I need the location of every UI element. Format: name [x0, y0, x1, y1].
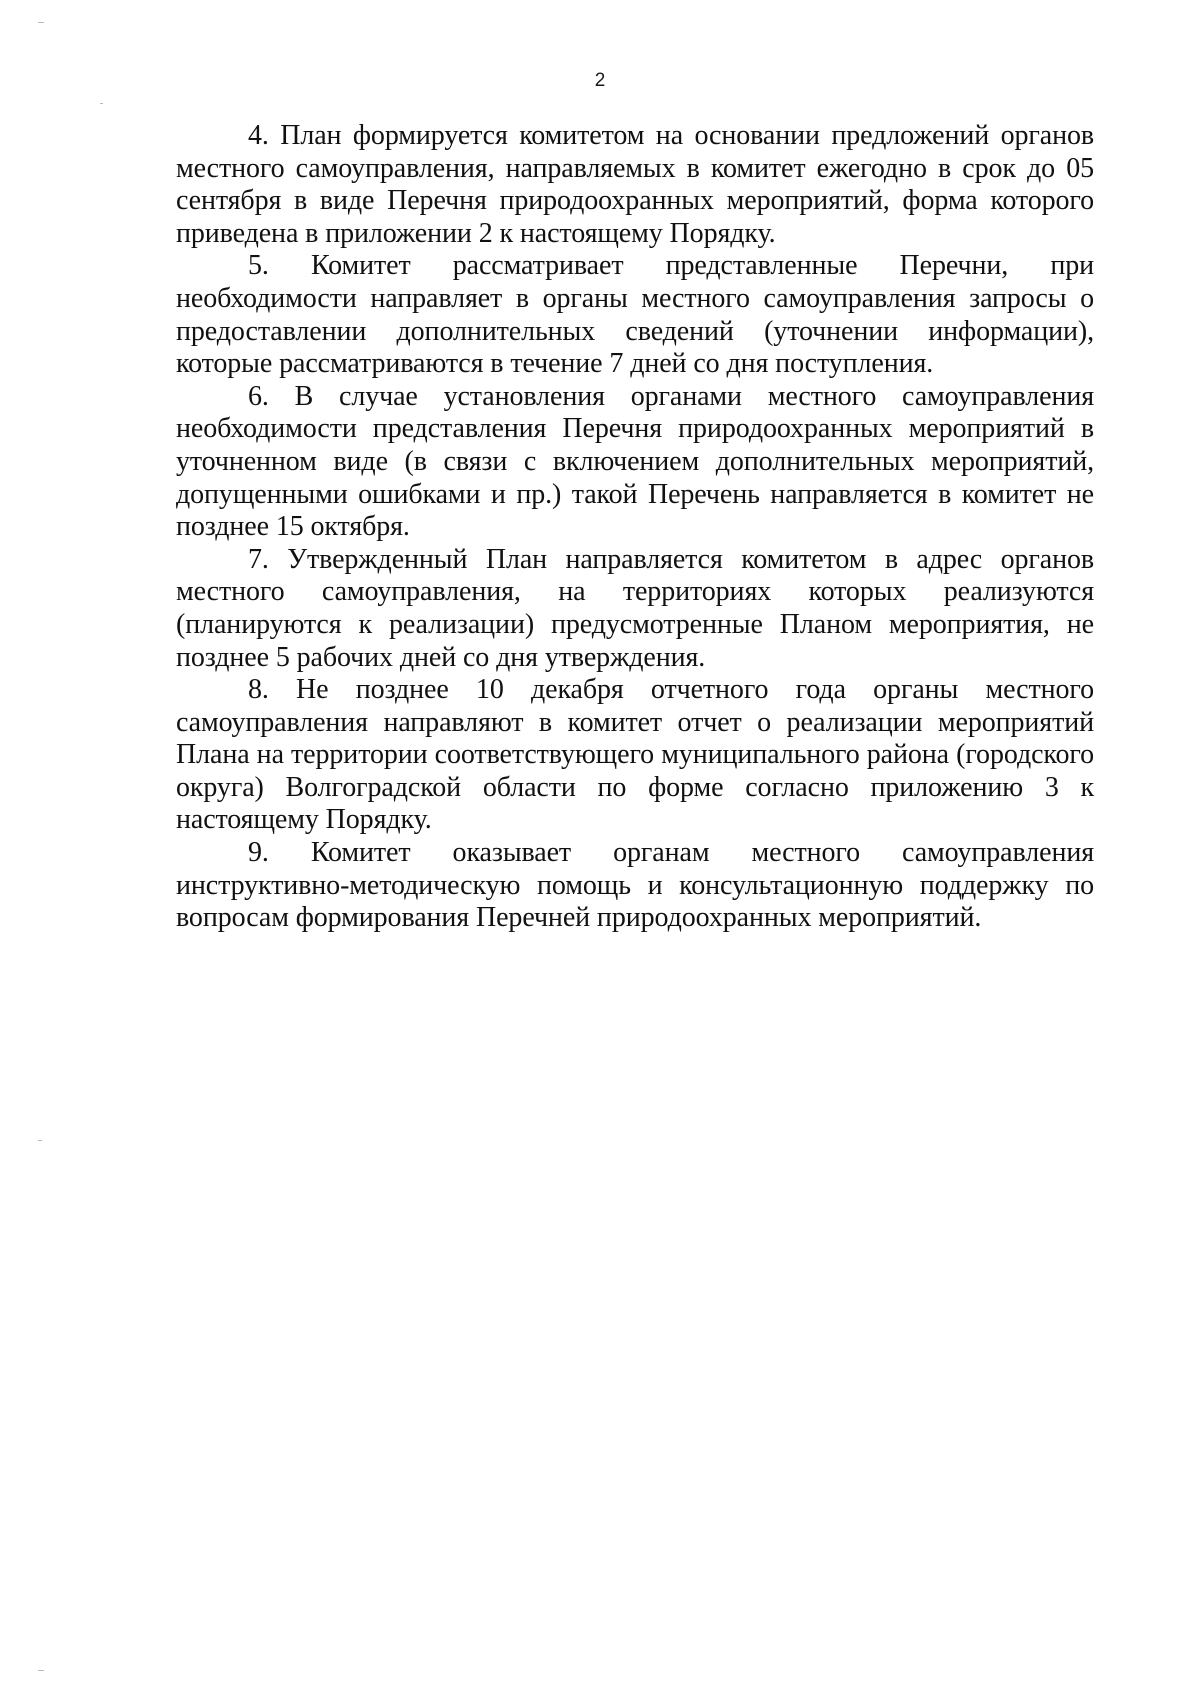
- paragraph-6: 6. В случае установления органами местного самоуправления необходимости представления Перечня природоохранных мероприятий в уточненном виде (в связи с включением дополнительных мероприятий, допущенными ошибками и пр.) такой Перечень направляется в комитет не позднее 15 октября.: [176, 380, 1094, 543]
- paragraph-8: 8. Не позднее 10 декабря отчетного года органы местного самоуправления направляют в комитет отчет о реализации мероприятий Плана на территории соответствующего муниципального района (городского округа) Волгоградской области по форме согласно приложению 3 к настоящему Порядку.: [176, 674, 1094, 836]
- page-number: 2: [594, 70, 606, 91]
- paragraph-5: 5. Комитет рассматривает представленные Перечни, при необходимости направляет в органы местного самоуправления запросы о предоставлении дополнительных сведений (уточнении информации), которые рассматриваются в течение 7 дней со дня поступления.: [176, 250, 1094, 380]
- scan-artifact: [100, 103, 103, 104]
- paragraph-4: 4. План формируется комитетом на основании предложений органов местного самоуправления, направляемых в комитет ежегодно в срок до 05 сентября в виде Перечня природоохранных мероприятий, форма которого приведена в приложении 2 к настоящему Порядку.: [176, 120, 1094, 249]
- scan-artifact: [38, 1140, 42, 1141]
- scan-artifact: [38, 1670, 44, 1671]
- paragraph-9: 9. Комитет оказывает органам местного самоуправления инструктивно-методическую помощь и консультационную поддержку по вопросам формирования Перечней природоохранных мероприятий.: [176, 837, 1094, 934]
- document-body: [176, 120, 1094, 935]
- paragraph-7: 7. Утвержденный План направляется комитетом в адрес органов местного самоуправления, на территориях которых реализуются (планируются к реализации) предусмотренные Планом мероприятия, не позднее 5 рабочих дней со дня утверждения.: [176, 543, 1094, 673]
- scan-artifact: [38, 22, 44, 23]
